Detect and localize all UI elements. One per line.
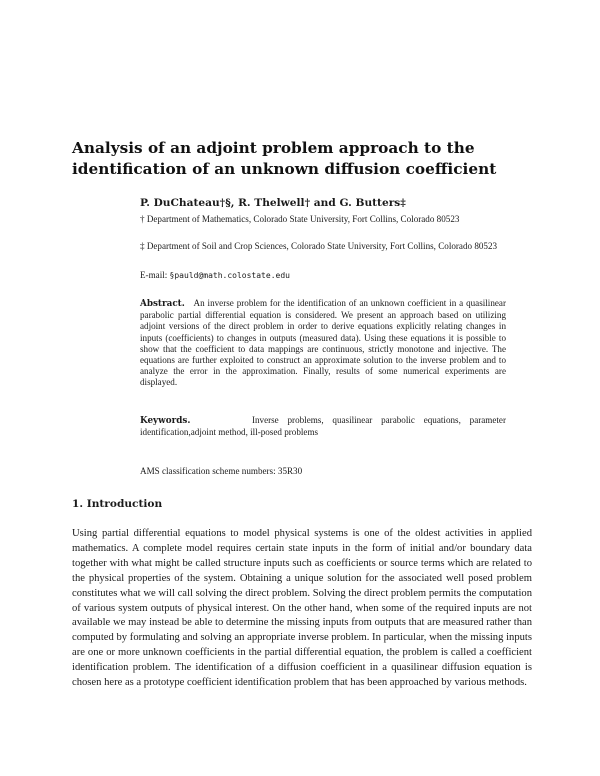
contact-email [140,270,290,281]
author-list: P. DuChateau†§, R. Thelwell† and G. Butters‡ [140,197,406,209]
keywords-label: Keywords. [140,416,191,426]
section-heading-introduction: 1. Introduction [72,498,163,510]
abstract-text: An inverse problem for the identification of an unknown coefficient in a quasilinear parabolic partial differential equation is considered. We present an approach based on utilizing adjoint versions of the direct problem in order to derive equations explicitly relating changes in inputs (coefficients) to changes in outputs (measured data). Using these equations it is possible to show that the coefficient to data mappings are continuous, strictly monotone and injective. The equations are further exploited to construct an approximate solution to the inverse problem and to analyze the error in the approximation. Finally, results of some numerical experiments are displayed. [140,298,506,388]
title-line-2: identification of an unknown diffusion coefficient [72,160,497,178]
ams-classification: AMS classification scheme numbers: 35R30 [140,466,303,476]
affiliation-soil-dept: ‡ Department of Soil and Crop Sciences, Colorado State University, Fort Collins, Colorado 80523 [140,241,498,251]
keywords [140,415,506,438]
email-label: E-mail: [140,270,170,280]
abstract [140,298,506,389]
affiliation-math-dept: † Department of Mathematics, Colorado State University, Fort Collins, Colorado 80523 [140,214,460,224]
introduction-paragraph: Using partial differential equations to model physical systems is one of the oldest activities in applied mathematics. A complete model requires certain state inputs in the form of initial and/or boundary data together with what might be called structure inputs such as coefficients or source terms which are related to the physical properties of the system. Obtaining a unique solution for the associated well posed problem constitutes what we will call solving the direct problem. Solving the direct problem permits the computation of various system outputs of physical interest. On the other hand, when some of the required inputs are not available we may instead be able to determine the missing inputs from outputs that are measured rather than computed by formulating and solving an appropriate inverse problem. In particular, when the missing inputs are one or more unknown coefficients in the partial differential equation, the problem is called a coefficient identification problem. The identification of a diffusion coefficient in a quasilinear diffusion equation is chosen here as a prototype coefficient identification problem that has been approached by various methods. [72,528,532,689]
paper-title [72,138,542,180]
keywords-text: Inverse problems, quasilinear parabolic equations, parameter identification,adjoint method, ill-posed problems [140,415,506,438]
email-address: §pauld@math.colostate.edu [169,271,290,280]
abstract-label: Abstract. [140,299,185,309]
title-line-1: Analysis of an adjoint problem approach to the [72,139,475,157]
